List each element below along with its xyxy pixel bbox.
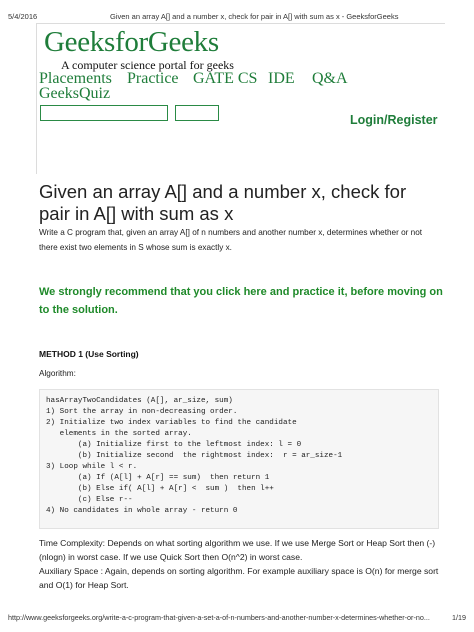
code-line: (b) Else if( A[l] + A[r] < sum ) then l++: [46, 485, 274, 493]
nav-geeksquiz[interactable]: GeeksQuiz: [39, 85, 111, 102]
code-line: (b) Initialize second the rightmost index: r = ar_size-1: [46, 452, 343, 460]
code-line: hasArrayTwoCandidates (A[], ar_size, sum): [46, 397, 233, 405]
code-line: 4) No candidates in whole array - return 0: [46, 507, 238, 515]
nav-ide[interactable]: IDE: [268, 70, 295, 87]
nav-practice[interactable]: Practice: [127, 70, 179, 87]
code-line: 1) Sort the array in non-decreasing order.: [46, 408, 238, 416]
print-url: http://www.geeksforgeeks.org/write-a-c-program-that-given-a-set-a-of-n-numbers-and-another-number-x-determines-whether-or-no...: [8, 613, 430, 622]
auxiliary-space-text: Auxiliary Space : Again, depends on sorting algorithm. For example auxiliary space is O(n) for merge sort and O(1) for Heap Sort.: [39, 566, 439, 590]
nav-placements[interactable]: Placements: [39, 70, 112, 87]
login-register-link[interactable]: Login/Register: [350, 113, 438, 127]
search-button[interactable]: [175, 105, 219, 121]
search-input[interactable]: [40, 105, 168, 121]
method-heading: METHOD 1 (Use Sorting): [39, 349, 139, 359]
site-tagline: A computer science portal for geeks: [61, 58, 234, 72]
print-date: 5/4/2016: [8, 12, 38, 21]
article-intro: Write a C program that, given an array A[] of n numbers and another number x, determines whether or not there exist two elements in S whose sum is exactly x.: [39, 228, 423, 252]
code-line: 3) Loop while l < r.: [46, 463, 138, 471]
code-line: elements in the sorted array.: [46, 430, 192, 438]
code-line: (a) If (A[l] + A[r] == sum) then return 1: [46, 474, 270, 482]
article-title: Given an array A[] and a number x, check for pair in A[] with sum as x: [39, 181, 407, 224]
print-page-count: 1/19: [452, 613, 466, 622]
time-complexity-text: Time Complexity: Depends on what sorting algorithm we use. If we use Merge Sort or Heap Sort then (-)(nlogn) in worst case. If we use Quick Sort then O(n^2) in worst case.: [39, 538, 436, 562]
nav-qa[interactable]: Q&A: [312, 70, 348, 87]
code-block: [39, 389, 439, 529]
algorithm-label: Algorithm:: [39, 369, 76, 378]
nav-gate-cs[interactable]: GATE CS: [193, 70, 258, 87]
print-page-title: Given an array A[] and a number x, check for pair in A[] with sum as x - GeeksforGeeks: [110, 12, 399, 21]
code-line: (a) Initialize first to the leftmost index: l = 0: [46, 441, 302, 449]
code-line: (c) Else r--: [46, 496, 133, 504]
site-logo[interactable]: GeeksforGeeks: [44, 26, 219, 58]
practice-recommendation-link[interactable]: We strongly recommend that you click here and practice it, before moving on to the solution.: [39, 286, 443, 316]
code-line: 2) Initialize two index variables to find the candidate: [46, 419, 297, 427]
